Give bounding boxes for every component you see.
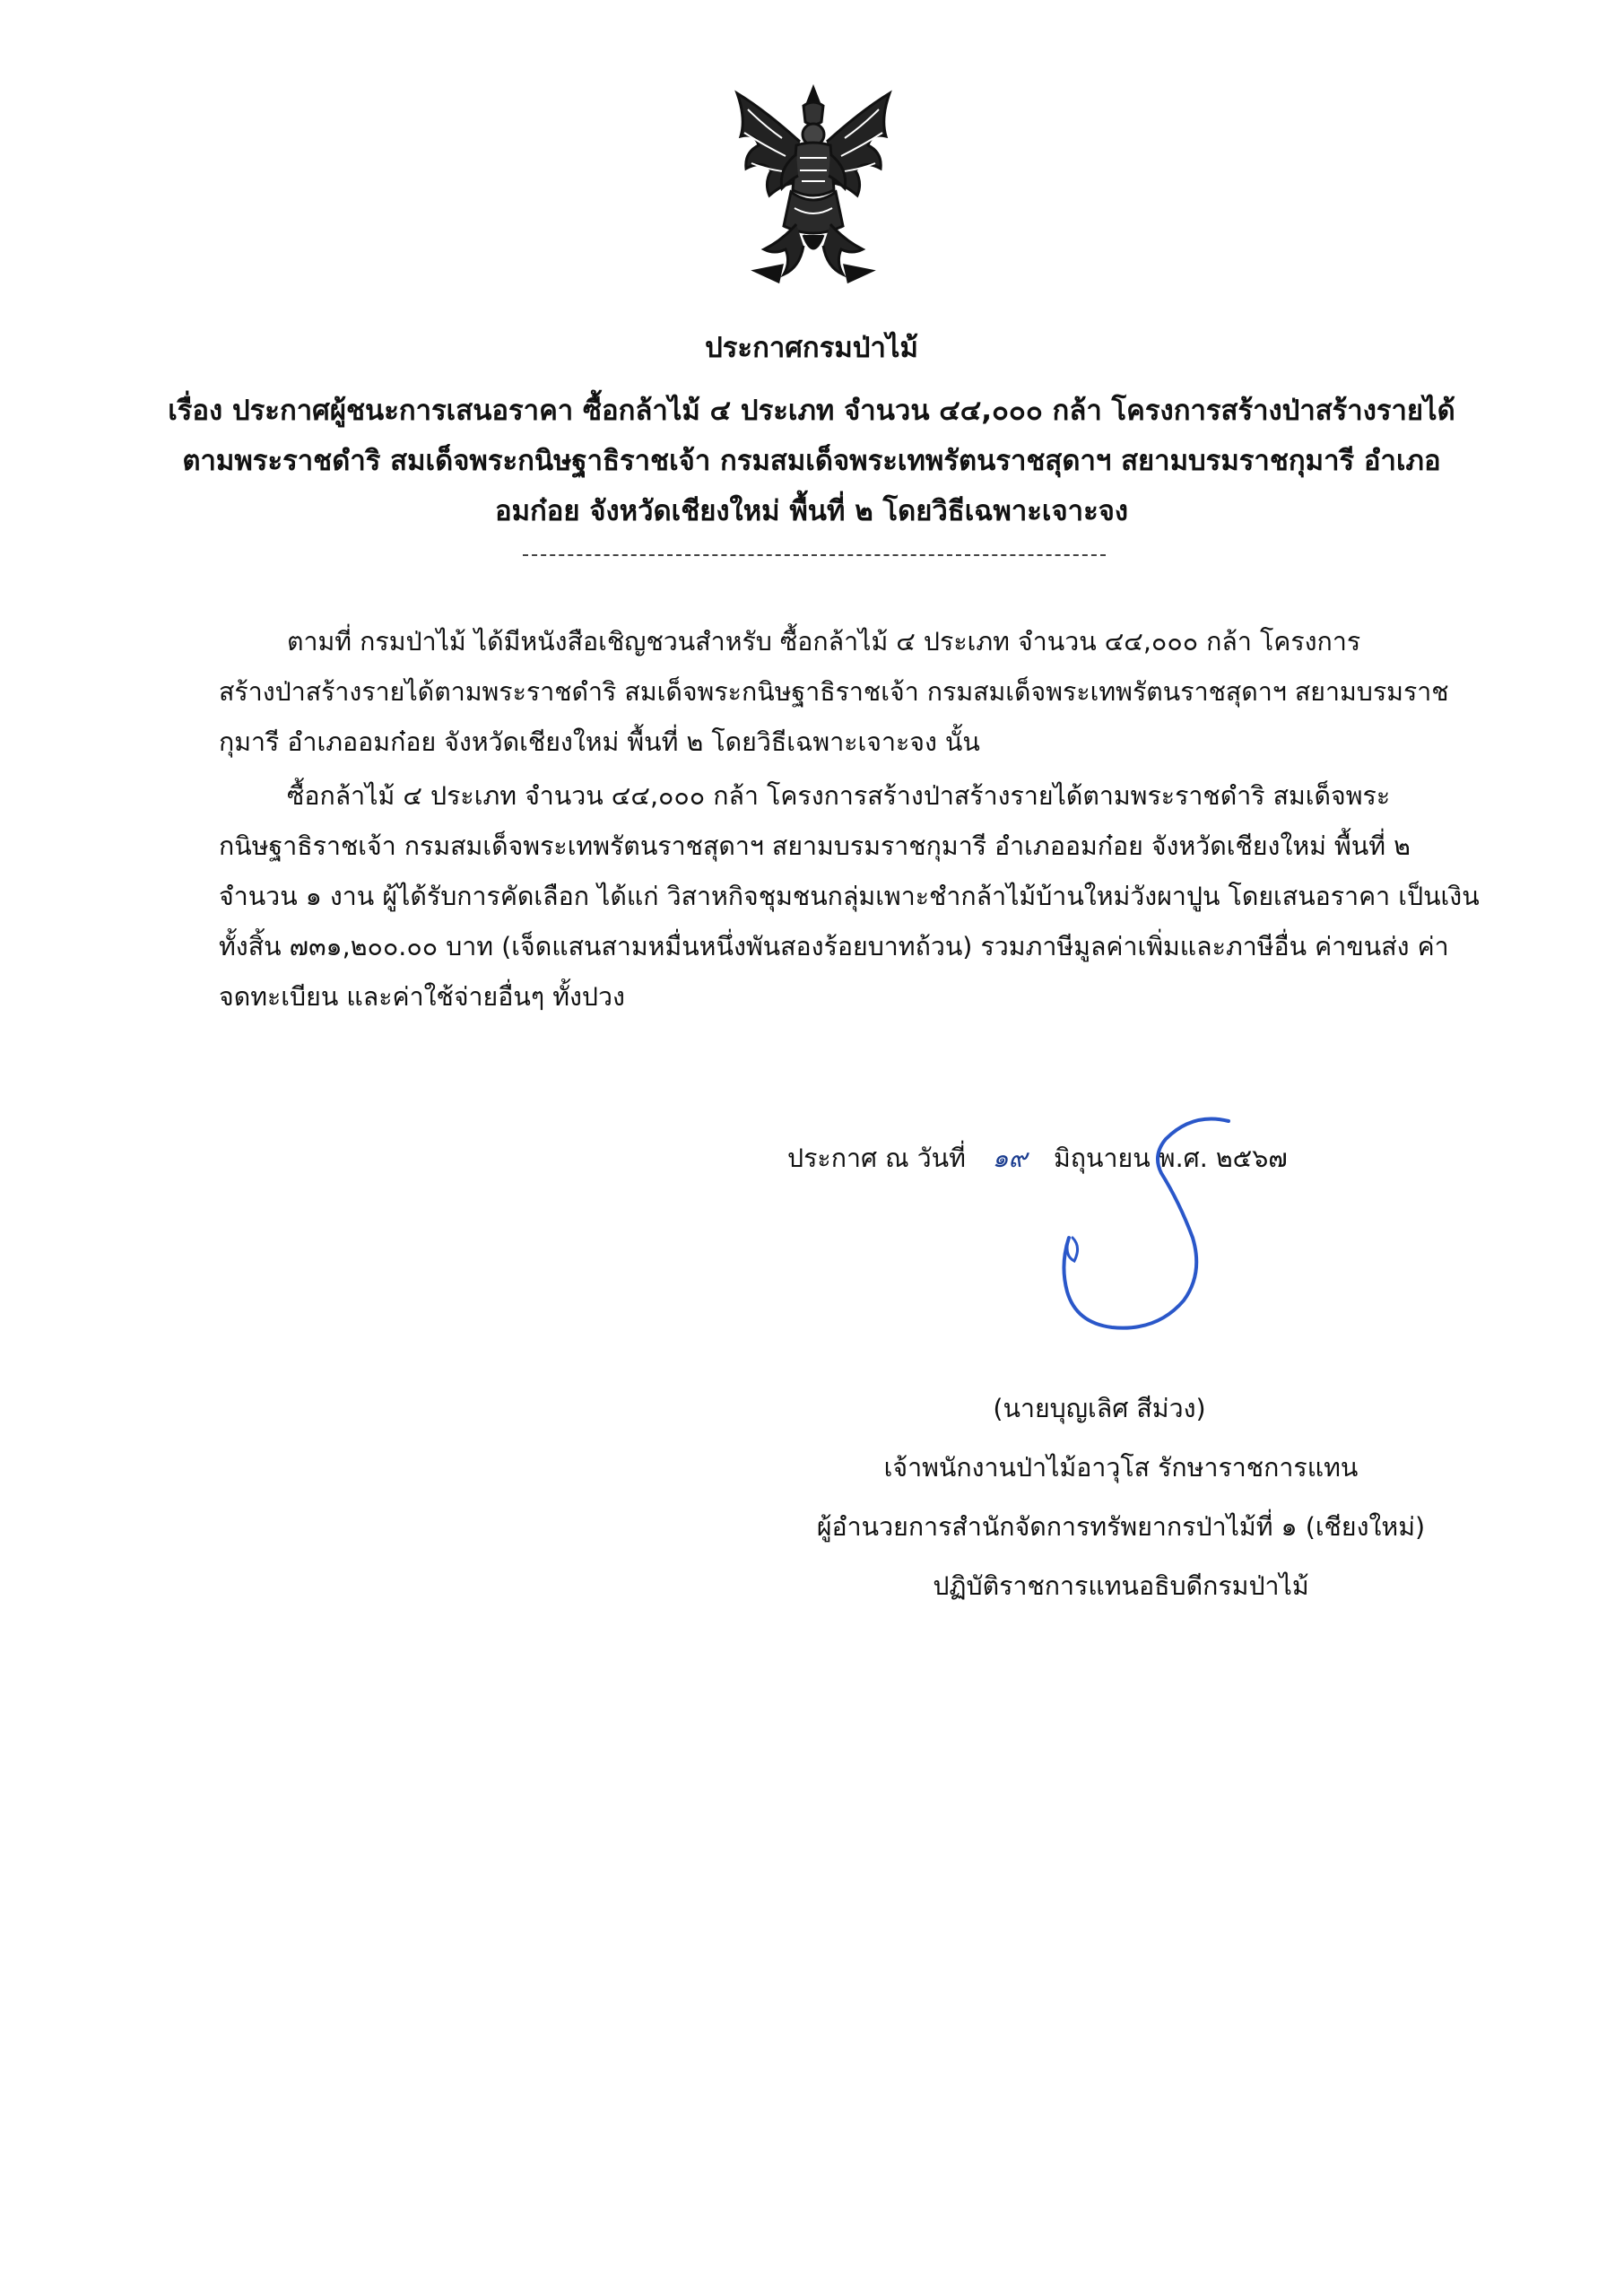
paragraph-line: ตามที่ กรมป่าไม้ ได้มีหนังสือเชิญชวนสำหรับ ซื้อกล้าไม้ ๔ ประเภท จำนวน ๔๔,๐๐๐ กล้า โครงการ <box>287 627 1361 657</box>
date-prefix: ประกาศ ณ วันที่ <box>787 1144 966 1173</box>
document-subject <box>135 386 1489 536</box>
paragraph-line: ซื้อกล้าไม้ ๔ ประเภท จำนวน ๔๔,๐๐๐ กล้า โครงการสร้างป่าสร้างรายได้ตามพระราชดำริ สมเด็จพระ <box>287 781 1391 811</box>
garuda-emblem-icon <box>728 83 899 291</box>
paragraph-line: ทั้งสิ้น ๗๓๑,๒๐๐.๐๐ บาท (เจ็ดแสนสามหมื่นหนึ่งพันสองร้อยบาทถ้วน) รวมภาษีมูลค่าเพิ่มและภาษีอื่น ค่าขนส่ง ค่า <box>219 932 1449 961</box>
paragraph-line: กนิษฐาธิราชเจ้า กรมสมเด็จพระเทพรัตนราชสุดาฯ สยามบรมราชกุมารี อำเภออมก๋อย จังหวัดเชียงใหม่ พื้นที่ ๒ <box>219 831 1411 861</box>
paragraph-award <box>219 771 1480 1022</box>
document-title: ประกาศกรมป่าไม้ <box>705 332 918 364</box>
paragraph-line: จำนวน ๑ งาน ผู้ได้รับการคัดเลือก ได้แก่ วิสาหกิจชุมชนกลุ่มเพาะชำกล้าไม้บ้านใหม่วังผาปูน โดยเสนอราคา เป็นเงิน <box>219 882 1480 911</box>
subject-line: เรื่อง ประกาศผู้ชนะการเสนอราคา ซื้อกล้าไม้ ๔ ประเภท จำนวน ๔๔,๐๐๐ กล้า โครงการสร้างป่าสร้างรายได้ <box>168 395 1455 427</box>
paragraph-invitation <box>219 617 1449 768</box>
subject-line: อมก๋อย จังหวัดเชียงใหม่ พื้นที่ ๒ โดยวิธีเฉพาะเจาะจง <box>494 495 1129 527</box>
paragraph-line: กุมารี อำเภออมก๋อย จังหวัดเชียงใหม่ พื้นที่ ๒ โดยวิธีเฉพาะเจาะจง นั้น <box>219 727 980 757</box>
date-month-year: มิถุนายน พ.ศ. ๒๕๖๗ <box>1054 1144 1288 1173</box>
paragraph-line: จดทะเบียน และค่าใช้จ่ายอื่นๆ ทั้งปวง <box>219 982 625 1012</box>
signatory-position: ผู้อำนวยการสำนักจัดการทรัพยากรป่าไม้ที่ ๑ (เชียงใหม่) <box>816 1512 1426 1542</box>
signatory-name: (นายบุญเลิศ สีม่วง) <box>993 1394 1206 1423</box>
dashed-divider <box>523 554 1106 556</box>
subject-line: ตามพระราชดำริ สมเด็จพระกนิษฐาธิราชเจ้า กรมสมเด็จพระเทพรัตนราชสุดาฯ สยามบรมราชกุมารี อำเภอ <box>182 445 1441 477</box>
date-day-handwritten: ๑๙ <box>992 1144 1028 1173</box>
signature-mark <box>968 1103 1291 1372</box>
paragraph-line: สร้างป่าสร้างรายได้ตามพระราชดำริ สมเด็จพระกนิษฐาธิราชเจ้า กรมสมเด็จพระเทพรัตนราชสุดาฯ สยามบรมราช <box>219 677 1449 707</box>
signatory-position: เจ้าพนักงานป่าไม้อาวุโส รักษาราชการแทน <box>883 1453 1359 1483</box>
signatory-position: ปฏิบัติราชการแทนอธิบดีกรมป่าไม้ <box>933 1571 1309 1601</box>
